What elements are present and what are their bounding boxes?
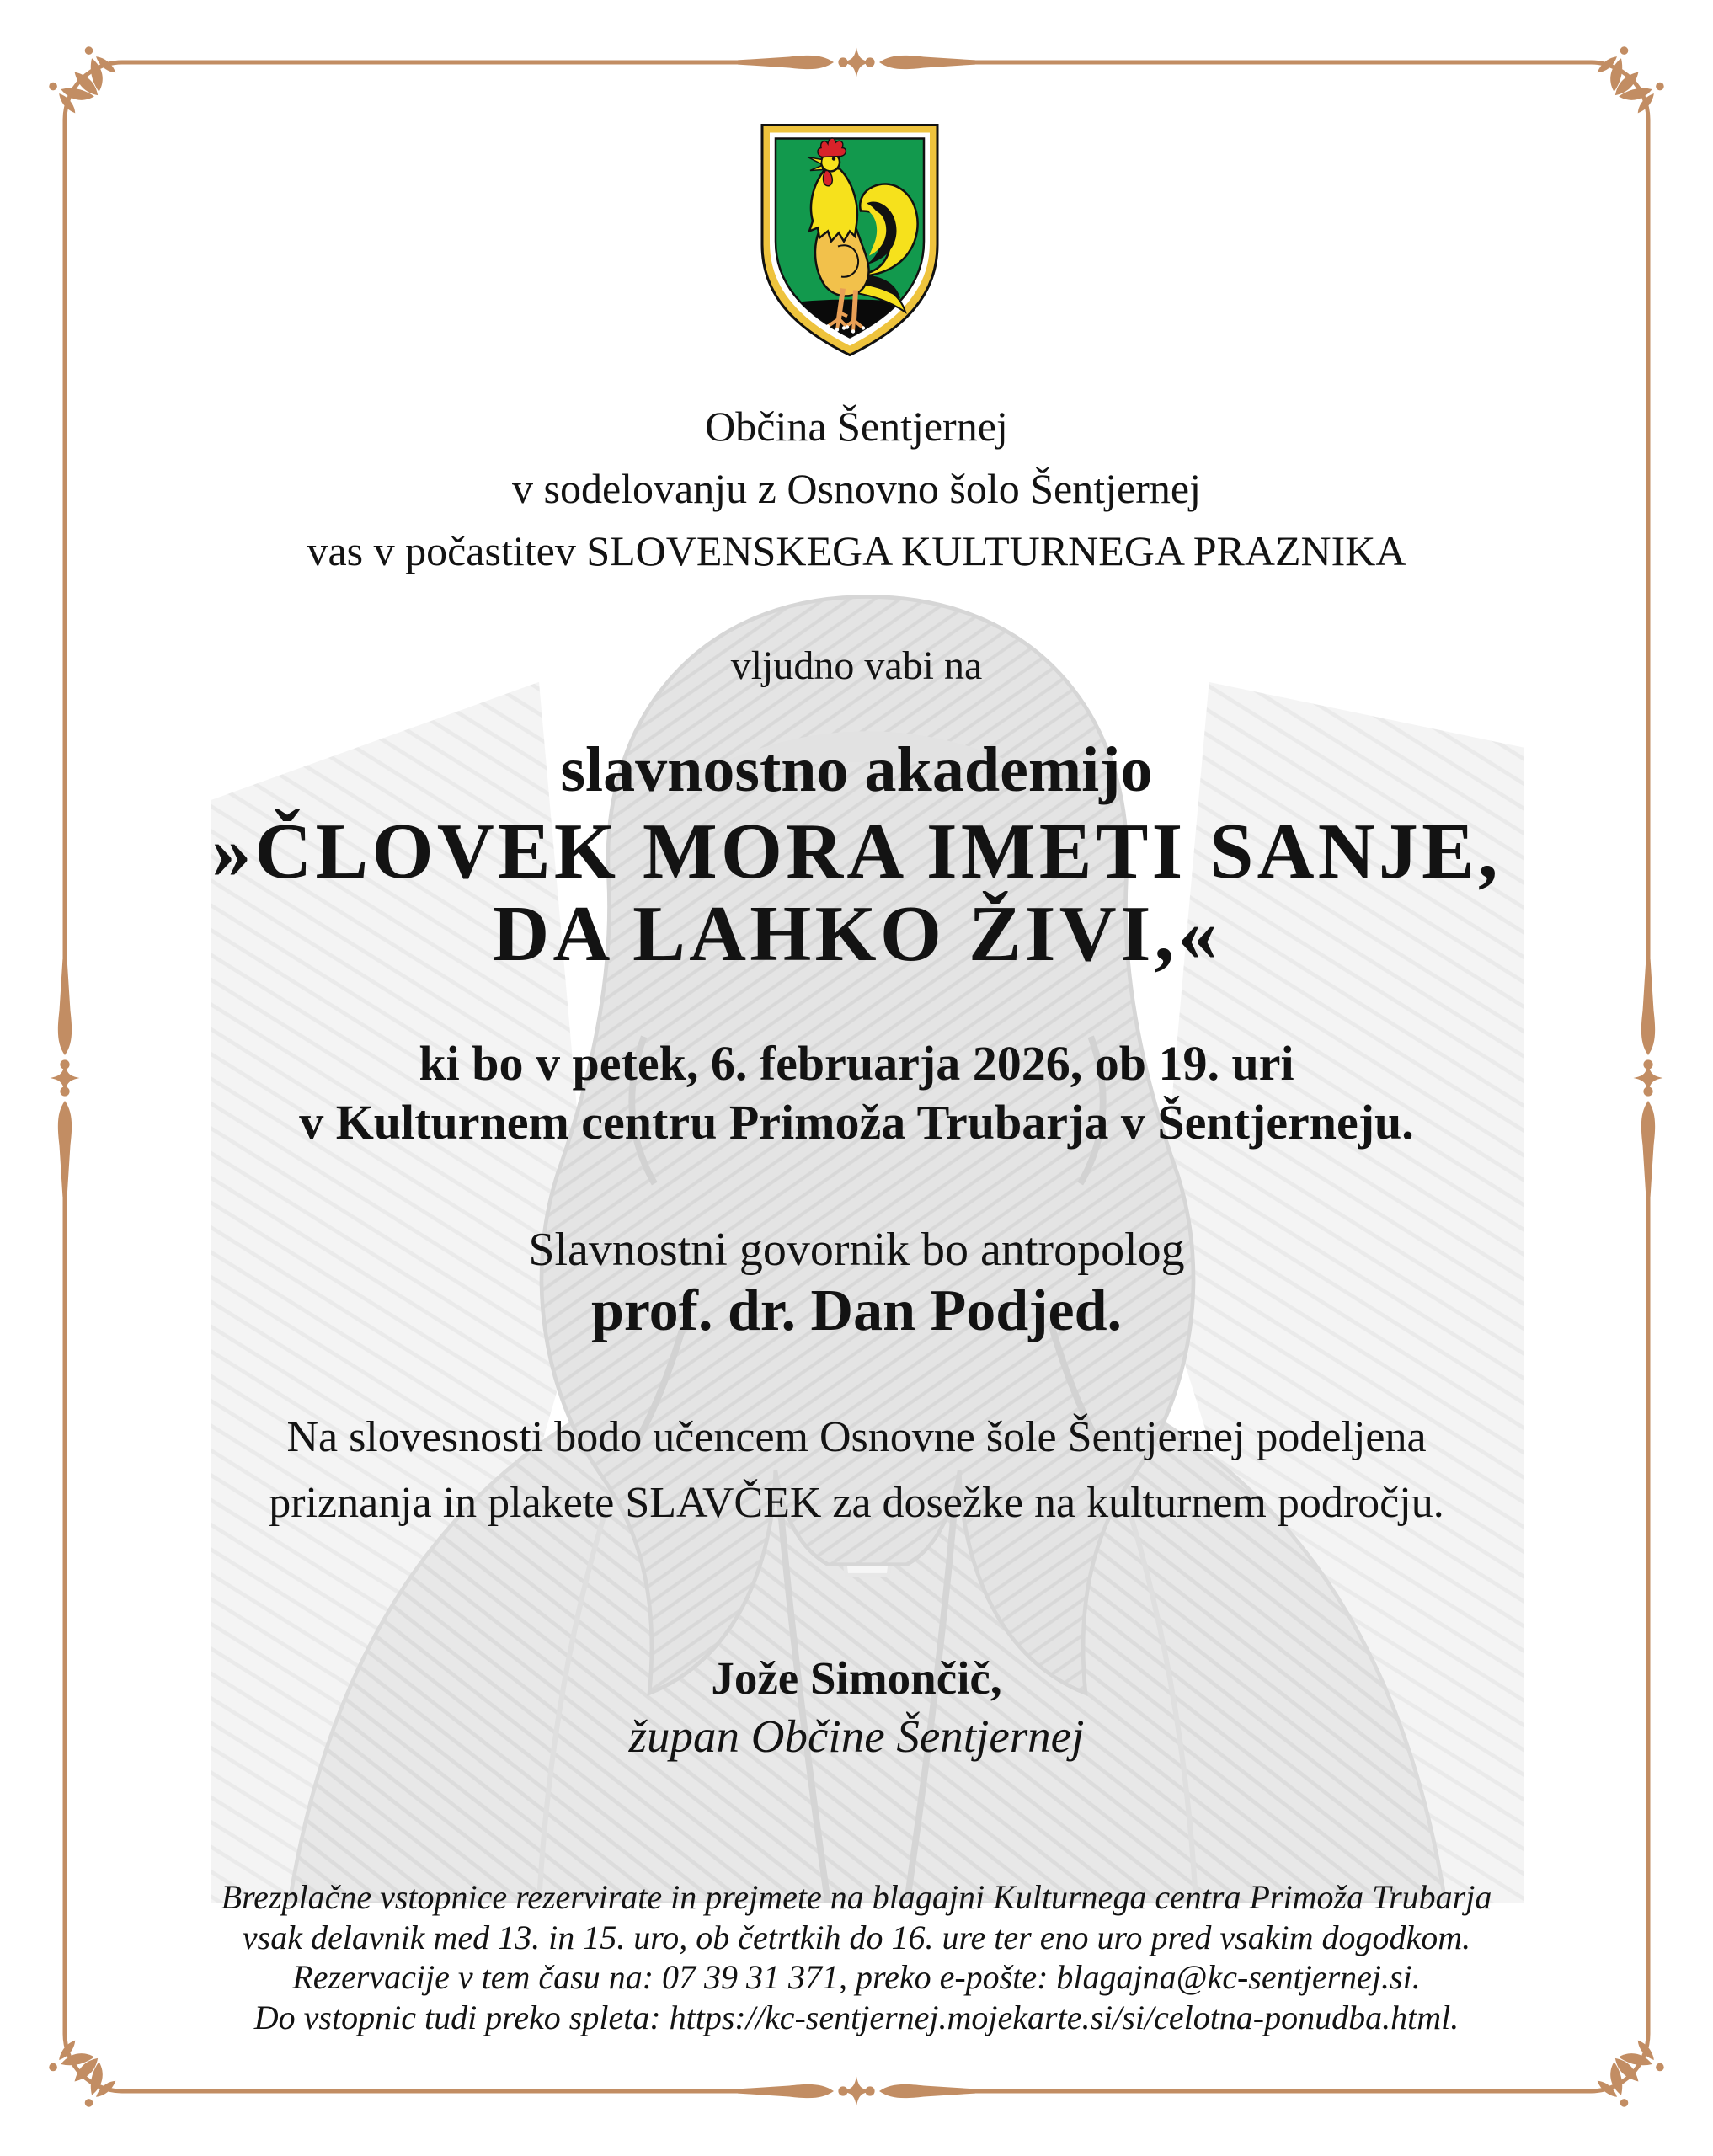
organizer-line-1: Občina Šentjernej: [705, 403, 1008, 450]
invite-line: vljudno vabi na: [730, 643, 983, 688]
event-details: [0, 1034, 1713, 1152]
awards-line-1: Na slovesnosti bodo učencem Osnovne šole Šentjernej podeljena: [286, 1413, 1427, 1461]
awards-line-2: priznanja in plakete SLAVČEK za dosežke na kulturnem področju.: [269, 1479, 1444, 1527]
signature-role: župan Občine Šentjernej: [628, 1710, 1085, 1762]
quote-title: [0, 808, 1713, 978]
municipality-coat-of-arms-icon: [757, 120, 942, 360]
event-venue-line: v Kulturnem centru Primoža Trubarja v Šentjerneju.: [299, 1095, 1414, 1150]
signature-name: Jože Simončič,: [711, 1652, 1002, 1704]
ticket-info-line-3: Rezervacije v tem času na: 07 39 31 371, preko e-pošte: blagajna@kc-sentjernej.si.: [292, 1958, 1421, 1996]
ticket-info-line-1: Brezplačne vstopnice rezervirate in prejmete na blagajni Kulturnega centra Primoža Trubarja: [221, 1878, 1492, 1916]
ticket-info-line-4: Do vstopnic tudi preko spleta: https://kc-sentjernej.mojekarte.si/si/celotna-ponudba.html.: [253, 1998, 1460, 2036]
ticket-info-line-2: vsak delavnik med 13. in 15. uro, ob četrtkih do 16. ure ter eno uro pred vsakim dogodkom.: [242, 1918, 1471, 1956]
organizer-line-3: vas v počastitev SLOVENSKEGA KULTURNEGA PRAZNIKA: [307, 527, 1406, 574]
ticket-info: [0, 1877, 1713, 2037]
speaker-name: prof. dr. Dan Podjed.: [590, 1278, 1123, 1343]
event-title: slavnostno akademijo: [560, 734, 1153, 805]
organizer-line-2: v sodelovanju z Osnovno šolo Šentjernej: [512, 465, 1201, 512]
event-date-line: ki bo v petek, 6. februarja 2026, ob 19. uri: [419, 1036, 1294, 1091]
organizer-block: [0, 395, 1713, 582]
quote-line-1: »ČLOVEK MORA IMETI SANJE,: [211, 808, 1502, 895]
speaker-intro: Slavnostni govornik bo antropolog: [528, 1224, 1185, 1276]
quote-line-2: DA LAHKO ŽIVI,«: [492, 890, 1221, 978]
awards-paragraph: [0, 1405, 1713, 1536]
